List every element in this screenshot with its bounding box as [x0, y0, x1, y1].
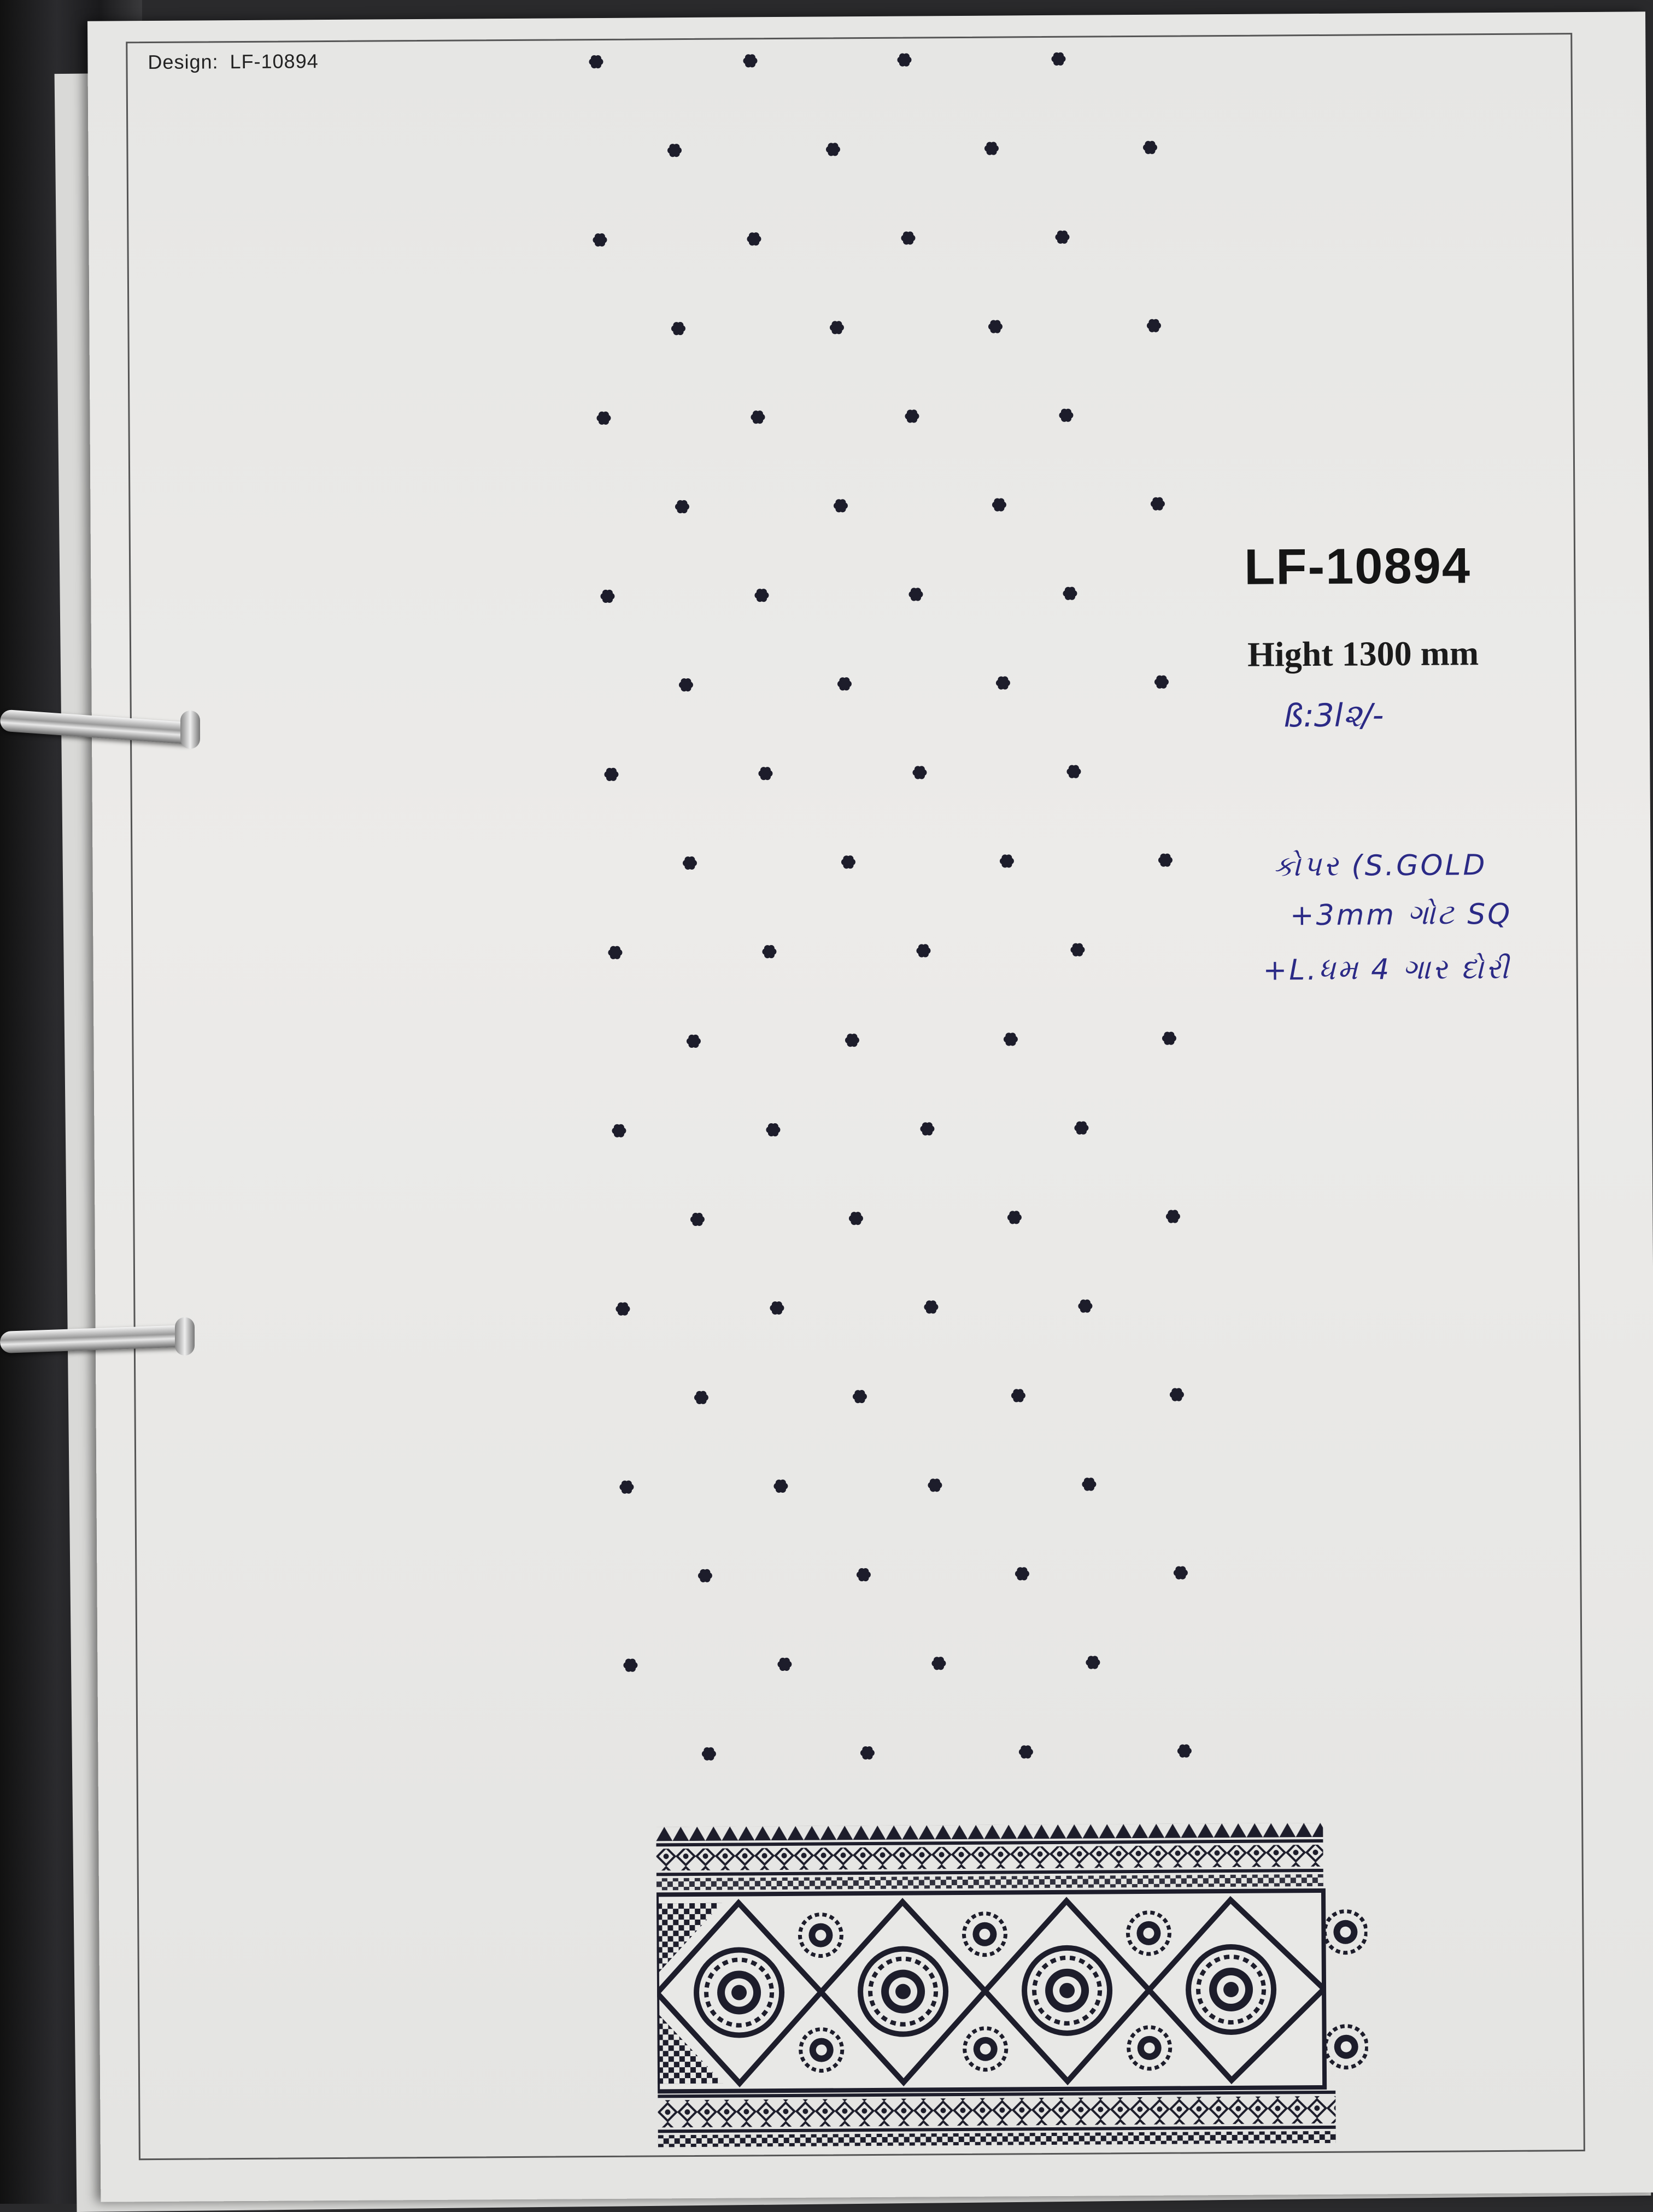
flower-dot-icon: [931, 1657, 946, 1670]
flower-dot-icon: [1063, 587, 1077, 600]
height-spec: Hight 1300 mm: [1247, 633, 1479, 674]
flower-dot-icon: [593, 233, 607, 247]
flower-dot-icon: [826, 143, 840, 156]
flower-dot-icon: [687, 1035, 701, 1048]
binder-ring-bottom-end: [175, 1317, 195, 1356]
flower-dot-icon: [897, 53, 911, 66]
flower-dot-icon: [830, 321, 844, 334]
flower-dot-icon: [777, 1658, 792, 1671]
flower-dot-icon: [616, 1302, 630, 1316]
flower-dot-icon: [1007, 1211, 1022, 1224]
flower-dot-icon: [1059, 409, 1073, 422]
flower-dot-icon: [928, 1478, 942, 1492]
flower-dot-icon: [996, 676, 1010, 689]
flower-dot-icon: [702, 1747, 716, 1761]
flower-dot-icon: [845, 1034, 859, 1047]
design-code-title: LF-10894: [1244, 538, 1472, 595]
flower-dot-icon: [1004, 1032, 1018, 1046]
handwritten-note-line-3: +L.ધમ 4 ગાર દોરી: [1263, 952, 1511, 987]
flower-dot-icon: [984, 142, 999, 155]
flower-dot-icon: [853, 1390, 867, 1403]
flower-dot-icon: [1143, 141, 1157, 154]
flower-dot-icon: [1066, 765, 1081, 778]
flower-dot-icon: [860, 1746, 875, 1759]
flower-dot-icon: [608, 946, 622, 959]
flower-dot-icon: [683, 856, 697, 870]
flower-dot-icon: [1082, 1477, 1096, 1491]
flower-dot-icon: [612, 1124, 626, 1137]
handwritten-note-line-2: +3mm ગોટ SQ: [1289, 897, 1513, 932]
design-label-code: LF-10894: [230, 50, 319, 73]
flower-dot-icon: [690, 1213, 705, 1226]
flower-dot-icon: [920, 1122, 934, 1135]
flower-dot-icon: [1170, 1388, 1184, 1401]
flower-dot-icon: [834, 499, 848, 512]
handwritten-price: ß:3l૨/-: [1283, 696, 1384, 735]
flower-dot-icon: [916, 944, 930, 957]
flower-dot-icon: [857, 1568, 871, 1581]
flower-dot-icon: [675, 500, 689, 513]
flower-dot-icon: [762, 945, 776, 958]
flower-dot-icon: [773, 1480, 788, 1493]
flower-dot-icon: [1074, 1121, 1088, 1134]
flower-dot-icon: [770, 1301, 784, 1315]
flower-dot-icon: [751, 410, 765, 424]
flower-dot-icon: [1019, 1745, 1033, 1758]
flower-dot-icon: [743, 54, 757, 67]
flower-dot-icon: [1055, 231, 1069, 244]
flower-dot-icon: [1078, 1299, 1092, 1312]
flower-dot-icon: [694, 1391, 708, 1404]
flower-dot-icon: [1086, 1656, 1100, 1669]
flower-dot-icon: [747, 232, 761, 245]
flower-dot-icon: [679, 678, 693, 691]
flower-dot-icon: [908, 588, 923, 601]
flower-dot-icon: [623, 1659, 637, 1672]
flower-dot-icon: [667, 144, 682, 157]
flower-dot-icon: [1158, 854, 1173, 867]
flower-dot-icon: [1011, 1389, 1025, 1402]
flower-dot-icon: [604, 768, 618, 781]
flower-dot-icon: [901, 231, 915, 244]
flower-dot-icon: [1177, 1744, 1192, 1757]
flower-dot-icon: [924, 1300, 938, 1313]
flower-dot-icon: [671, 322, 685, 335]
flower-dot-icon: [992, 498, 1006, 511]
flower-dot-icon: [758, 767, 772, 780]
flower-dot-icon: [905, 409, 919, 423]
flower-dot-icon: [698, 1569, 712, 1582]
flower-dot-icon: [1154, 676, 1169, 689]
flower-dot-icon: [1151, 497, 1165, 511]
flower-dot-icon: [912, 766, 927, 779]
flower-dot-icon: [1147, 319, 1161, 332]
flower-dot-icon: [619, 1481, 634, 1494]
flower-dot-icon: [754, 589, 769, 602]
flower-dot-icon: [1070, 943, 1085, 957]
flower-dot-icon: [1015, 1567, 1029, 1580]
flower-dot-icon: [1174, 1566, 1188, 1579]
flower-dot-icon: [766, 1123, 780, 1136]
flower-dot-icon: [1162, 1032, 1176, 1045]
design-label-prefix: Design:: [148, 50, 219, 74]
flower-dot-icon: [1166, 1210, 1180, 1223]
flower-dot-icon: [600, 590, 614, 603]
flower-dot-icon: [1000, 854, 1014, 867]
flower-dot-icon: [837, 677, 852, 690]
flower-dot-icon: [988, 320, 1003, 333]
flower-dot-icon: [596, 412, 611, 425]
flower-dot-icon: [849, 1212, 863, 1225]
handwritten-note-line-1: કોપર (S.GOLD: [1273, 849, 1487, 883]
flower-dot-icon: [841, 855, 855, 869]
ornamental-border-band: [656, 1822, 1369, 2155]
flower-dot-icon: [589, 55, 603, 68]
binder-ring-top-end: [180, 711, 200, 749]
design-sheet: [87, 11, 1653, 2202]
flower-dot-icon: [1051, 52, 1065, 66]
